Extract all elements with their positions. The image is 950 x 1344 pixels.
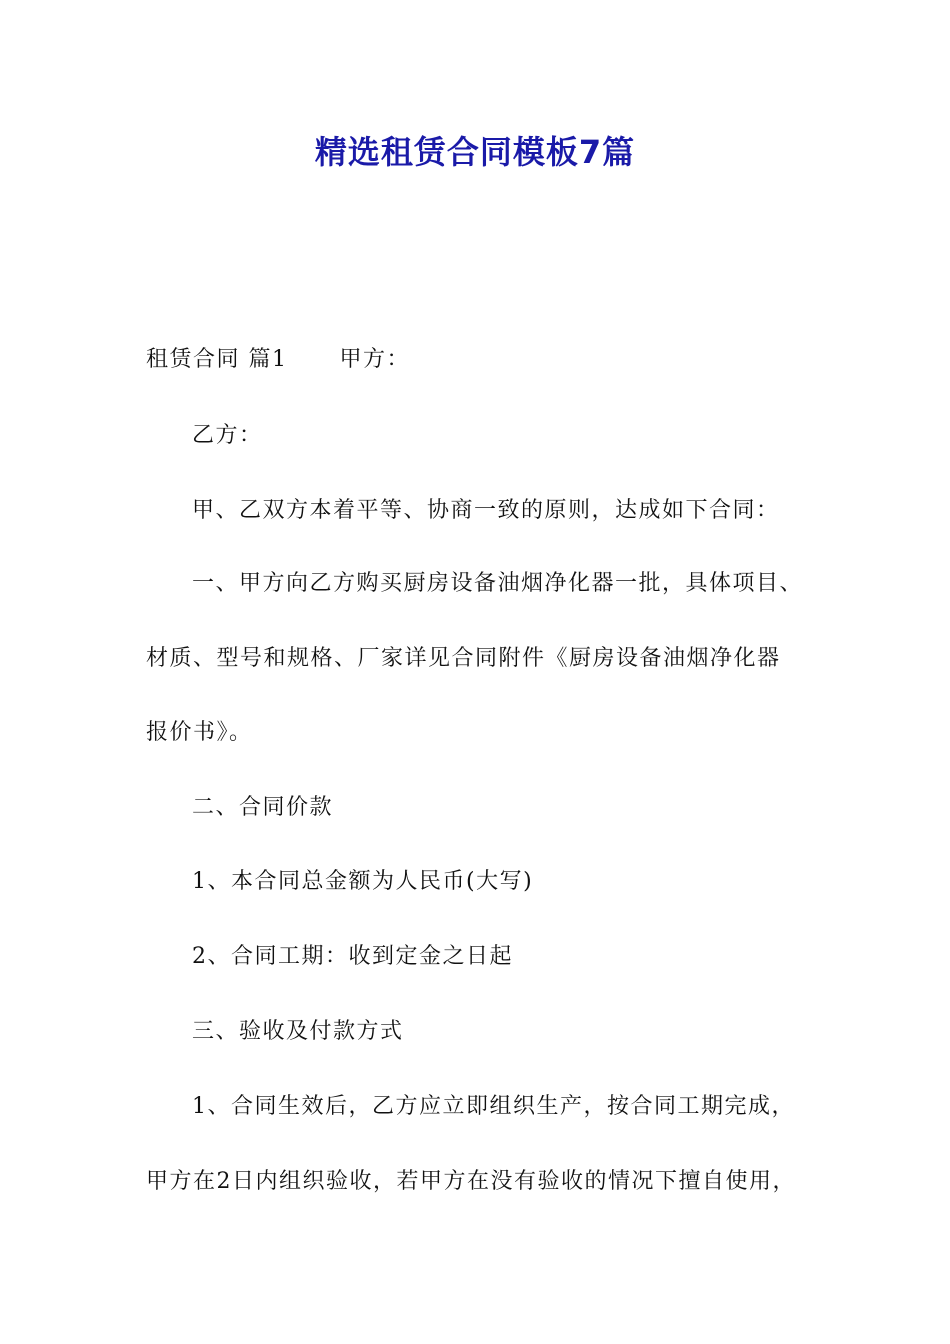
clause1-line3: 报价书》。 (146, 720, 253, 745)
heading-line (146, 344, 836, 376)
document-title: 精选租赁合同模板7篇 (314, 133, 636, 171)
section3-heading: 三、验收及付款方式 (192, 1019, 404, 1044)
party-b-label: 乙方： (192, 423, 263, 448)
section3-item1-line2: 甲方在2日内组织验收，若甲方在没有验收的情况下擅自使用， (146, 1169, 796, 1194)
contract-heading: 租赁合同 篇1 (146, 347, 288, 372)
section2-item2: 2、合同工期：收到定金之日起 (192, 944, 513, 969)
clause1-line2: 材质、型号和规格、厂家详见合同附件《厨房设备油烟净化器 (146, 646, 781, 671)
section3-item1-line1: 1、合同生效后，乙方应立即组织生产，按合同工期完成， (192, 1094, 795, 1119)
section2-heading: 二、合同价款 (192, 795, 334, 820)
clause1-line1: 一、甲方向乙方购买厨房设备油烟净化器一批，具体项目、 (192, 571, 804, 596)
intro-paragraph: 甲、乙双方本着平等、协商一致的原则，达成如下合同： (192, 498, 780, 523)
section2-item1: 1、本合同总金额为人民币(大写) (192, 869, 534, 894)
party-a-label: 甲方： (339, 347, 411, 372)
